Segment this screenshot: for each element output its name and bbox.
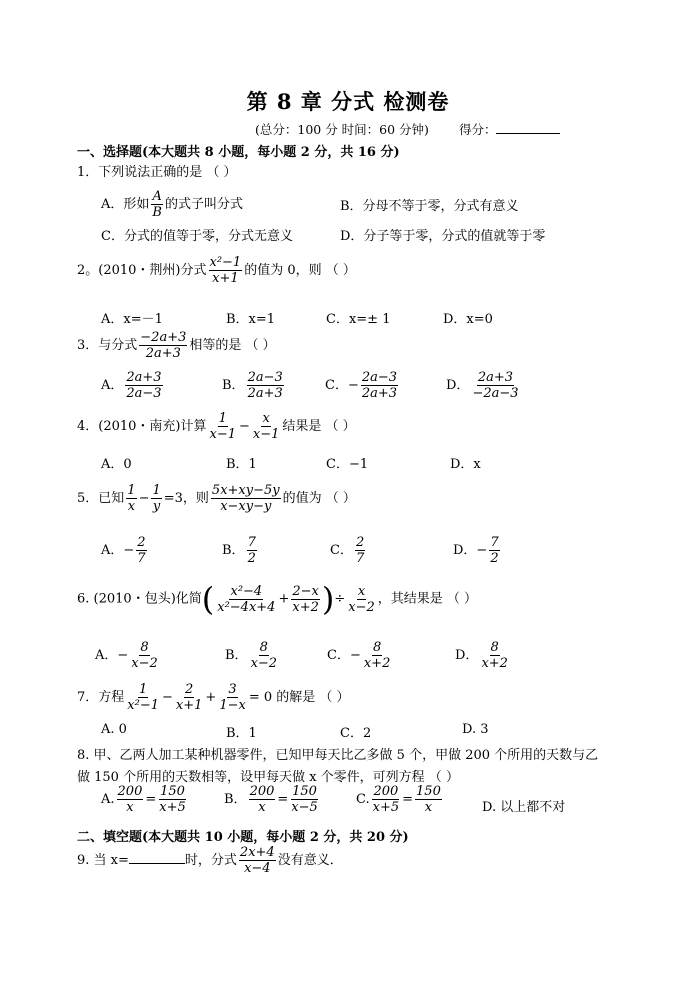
denominator: x−2 [131, 656, 158, 671]
q8-option-a [101, 784, 189, 815]
q5-option-a [101, 535, 149, 566]
numerator: 150 [416, 784, 441, 799]
denominator: y [152, 499, 161, 514]
q3-option-a [101, 370, 165, 401]
option-label: A．− [101, 543, 135, 558]
q6-prefix: 6. (2010・包头)化简 [77, 591, 202, 607]
q5-d-fraction [489, 535, 499, 566]
numerator: 150 [160, 784, 185, 799]
q8-b-fraction-1 [249, 784, 276, 815]
q8-stem-line2: 做 150 个所用的天数相等，设甲每天做 x 个零件，可列方程 （ ） [77, 770, 459, 785]
option-label: A. [101, 792, 115, 807]
q3-c-fraction [361, 370, 398, 401]
equals-sign: = [277, 792, 289, 807]
option-label: C．− [325, 378, 359, 393]
denominator: x+2 [481, 656, 508, 671]
numerator: 8 [259, 640, 268, 655]
q4-prefix: 4．(2010・南充)计算 [77, 419, 207, 434]
option-label: D． [455, 648, 479, 663]
denominator: 2a+3 [247, 386, 283, 401]
numerator: 5x+xy−5y [211, 483, 280, 498]
q4-option-c: C．−1 [326, 457, 369, 472]
section-fill-heading: 二、填空题(本大题共 10 小题，每小题 2 分，共 20 分) [77, 830, 409, 845]
q4-stem [77, 411, 356, 442]
option-label: B． [224, 792, 247, 807]
q8-c-fraction-1 [372, 784, 401, 815]
option-label: B． [222, 378, 245, 393]
q3-stem [77, 330, 276, 361]
q5-b-fraction [247, 535, 257, 566]
q4-suffix: 结果是 （ ） [282, 419, 356, 434]
numerator: 8 [372, 640, 382, 655]
equals-sign: = [145, 792, 157, 807]
q4-option-d: D．x [450, 457, 481, 472]
q3-option-d [446, 370, 522, 401]
numerator: 8 [490, 640, 499, 655]
numerator: −2a+3 [140, 330, 187, 345]
q6-fraction-1 [216, 584, 276, 615]
q8-option-b [224, 784, 321, 815]
q5-stem [77, 483, 356, 514]
denominator: x−2 [250, 656, 278, 671]
numerator: 1 [139, 682, 148, 697]
minus-sign: − [138, 491, 150, 506]
numerator: 2a+3 [126, 370, 162, 385]
numerator: 7 [490, 535, 499, 550]
q2-fraction [209, 255, 243, 286]
denominator: x−2 [348, 599, 375, 615]
denominator: x²−1 [127, 698, 159, 713]
q6-fraction-2 [291, 584, 320, 615]
denominator: 2 [490, 551, 499, 566]
q4-option-a: A．0 [101, 457, 132, 472]
option-label: C. [356, 792, 370, 807]
q3-b-fraction [247, 370, 284, 401]
denominator: x+2 [363, 656, 391, 671]
denominator: x−xy−y [220, 499, 272, 514]
q3-fraction [139, 330, 187, 361]
numerator: 200 [249, 784, 275, 799]
q6-c-fraction [363, 640, 392, 671]
numerator: x [357, 583, 366, 599]
score-label: 得分： [458, 122, 497, 137]
q6-fraction-3 [347, 584, 376, 615]
numerator: 1 [152, 483, 161, 498]
denominator: x+1 [175, 698, 203, 713]
q8-a-fraction-2 [158, 784, 187, 815]
q6-option-b [225, 640, 280, 671]
q9-suffix: 没有意义． [277, 853, 343, 868]
exam-total-time: (总分：100 分 时间：60 分钟) [255, 122, 429, 137]
option-label: A． [101, 378, 124, 393]
right-paren: ) [321, 580, 335, 618]
q1-option-c: C．分式的值等于零，分式无意义 [101, 229, 293, 244]
q8-b-fraction-2 [290, 784, 319, 815]
q3-suffix: 相等的是 （ ） [189, 338, 276, 353]
numerator: 2 [185, 682, 194, 697]
q6-a-fraction [130, 640, 159, 671]
denominator: 2 [247, 551, 256, 566]
score-blank [496, 121, 560, 134]
denominator: x [258, 800, 266, 815]
q5-condition: =3，则 [163, 491, 209, 506]
denominator: 7 [355, 551, 365, 566]
numerator: 8 [140, 640, 149, 655]
numerator: 200 [117, 784, 143, 799]
numerator: 1 [127, 483, 136, 498]
q3-prefix: 3．与分式 [77, 338, 138, 353]
q7-fraction-3 [218, 682, 247, 713]
numerator: A [152, 189, 162, 204]
q6-d-fraction [480, 640, 509, 671]
q1-option-d: D．分子等于零，分式的值就等于零 [340, 229, 546, 244]
q2-option-a: A．x=－1 [101, 312, 163, 327]
numerator: x²−4 [230, 583, 263, 599]
divide-sign: ÷ [334, 591, 346, 607]
q7-option-b: B．1 [226, 726, 257, 741]
q3-option-b [222, 370, 286, 401]
denominator: x²−4x+4 [217, 599, 276, 615]
q7-fraction-1 [126, 682, 160, 713]
page-title: 第 8 章 分式 检测卷 [246, 89, 450, 114]
q5-suffix: 的值为 （ ） [282, 491, 356, 506]
q5-option-d [453, 535, 502, 566]
q1-option-b: B．分母不等于零，分式有意义 [340, 199, 519, 214]
q6-option-c [327, 640, 393, 671]
q5-fraction-3 [211, 483, 281, 514]
minus-sign: − [162, 690, 173, 705]
q9-stem [77, 845, 343, 876]
exam-info [255, 120, 560, 138]
q1-a-suffix: 的式子叫分式 [164, 197, 243, 212]
denominator: x+1 [212, 271, 239, 286]
option-label: C．− [327, 648, 361, 663]
numerator: x²−1 [209, 255, 242, 270]
denominator: 1−x [219, 698, 246, 713]
q9-prefix: 9. 当 x= [77, 853, 129, 868]
numerator: 3 [228, 682, 237, 697]
q6-stem [77, 580, 478, 618]
q2-stem [77, 255, 356, 286]
q3-a-fraction [125, 370, 162, 401]
q7-suffix: = 0 的解是 （ ） [248, 690, 350, 705]
q1-option-a [101, 189, 243, 220]
equals-sign: = [402, 792, 414, 807]
minus-sign: − [239, 419, 250, 434]
denominator: −2a−3 [472, 386, 519, 401]
q4-option-b: B．1 [226, 457, 257, 472]
q7-option-a: A. 0 [101, 722, 127, 737]
q2-option-c: C．x=± 1 [326, 312, 391, 327]
plus-sign: + [205, 690, 217, 705]
denominator: x+2 [292, 599, 319, 615]
q5-c-fraction [355, 535, 365, 566]
q2-prefix: 2。(2010・荆州)分式 [77, 263, 207, 278]
numerator: 1 [218, 411, 227, 426]
q2-option-b: B．x=1 [226, 312, 276, 327]
q1-a-prefix: A．形如 [101, 197, 150, 212]
numerator: 200 [373, 784, 399, 799]
q5-fraction-2 [151, 483, 161, 514]
denominator: x+5 [372, 800, 400, 815]
denominator: x+5 [159, 800, 186, 815]
q5-fraction-1 [126, 483, 136, 514]
q6-option-d [455, 640, 511, 671]
q1-stem: 1．下列说法正确的是 （ ） [77, 165, 237, 180]
denominator: 2a+3 [361, 386, 398, 401]
denominator: x−1 [209, 427, 236, 442]
q8-option-c [356, 784, 444, 815]
q8-a-fraction-1 [117, 784, 144, 815]
denominator: B [152, 205, 162, 220]
q2-option-d: D．x=0 [443, 312, 493, 327]
q7-fraction-2 [175, 682, 204, 713]
q6-suffix: ，其结果是 （ ） [377, 591, 478, 607]
q6-b-fraction [250, 640, 279, 671]
denominator: x−5 [291, 800, 318, 815]
q3-d-fraction [471, 370, 519, 401]
numerator: 2 [355, 535, 365, 550]
q8-c-fraction-2 [415, 784, 442, 815]
option-label: D．− [453, 543, 488, 558]
numerator: 2x+4 [239, 845, 275, 860]
plus-sign: + [278, 591, 290, 607]
q7-option-d: D. 3 [462, 722, 489, 737]
numerator: 2a+3 [477, 370, 514, 385]
option-label: D． [446, 378, 470, 393]
q6-option-a [95, 640, 161, 671]
q9-middle: 时，分式 [184, 853, 237, 868]
q5-a-fraction [136, 535, 146, 566]
q4-fraction-1 [209, 411, 238, 442]
numerator: 150 [292, 784, 317, 799]
option-label: B． [222, 543, 245, 558]
numerator: 7 [247, 535, 256, 550]
q9-fraction [239, 845, 276, 876]
denominator: x [424, 800, 433, 815]
denominator: 7 [137, 551, 146, 566]
denominator: 2a−3 [126, 386, 162, 401]
q3-option-c [325, 370, 400, 401]
denominator: x [127, 499, 136, 514]
denominator: x−4 [244, 861, 271, 876]
section-choice-heading: 一、选择题(本大题共 8 小题，每小题 2 分，共 16 分) [77, 145, 400, 160]
q9-answer-blank [129, 851, 185, 864]
q5-prefix: 5．已知 [77, 491, 125, 506]
q8-stem-line1: 8. 甲、乙两人加工某种机器零件，已知甲每天比乙多做 5 个，甲做 200 个所用的天数与乙 [77, 748, 599, 763]
left-paren: ( [201, 580, 215, 618]
q4-fraction-2 [252, 411, 281, 442]
q2-suffix: 的值为 0，则 （ ） [244, 263, 356, 278]
numerator: 2−x [292, 583, 319, 599]
denominator: 2a+3 [145, 346, 181, 361]
q1-a-fraction [151, 189, 163, 220]
q7-stem [77, 682, 350, 713]
q7-prefix: 7．方程 [77, 690, 125, 705]
option-label: C． [330, 543, 353, 558]
numerator: 2 [137, 535, 146, 550]
denominator: x−1 [252, 427, 280, 442]
option-label: B． [225, 648, 248, 663]
numerator: x [262, 411, 270, 426]
numerator: 2a−3 [361, 370, 398, 385]
denominator: x [126, 800, 134, 815]
option-label: A．− [95, 648, 129, 663]
q5-option-b [222, 535, 259, 566]
q7-option-c: C．2 [340, 726, 372, 741]
numerator: 2a−3 [247, 370, 283, 385]
q8-option-d: D. 以上都不对 [482, 800, 566, 815]
q5-option-c [330, 535, 367, 566]
